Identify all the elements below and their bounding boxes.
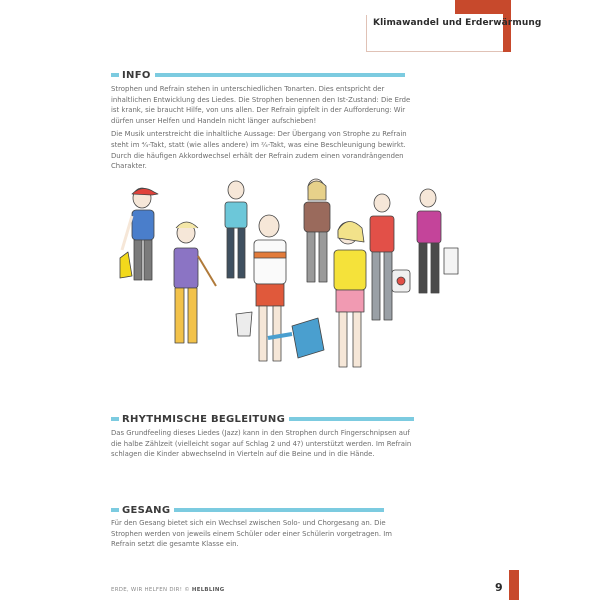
- footer-text: ERDE, WIR HELFEN DIR! ©: [111, 587, 192, 593]
- child-figure: [174, 222, 216, 343]
- paragraph: Strophen und Refrain stehen in unterschiedlichen Tonarten. Dies entspricht der inhaltlichen Entwicklung des Liedes. Die Strophen benennen den Ist-Zustand: Die Erde ist krank, sie braucht Hilfe, von uns allen. Der Refrain gipfelt in der Aufforderung: Wir dürfen unser Helfen und Handeln nicht länger aufschieben!: [111, 85, 411, 125]
- heading-stub: [111, 73, 119, 77]
- section-heading-rhythm: [111, 413, 414, 425]
- section-heading-gesang: [111, 504, 384, 516]
- child-figure: [120, 188, 158, 280]
- paragraph: Für den Gesang bietet sich ein Wechsel zwischen Solo- und Chorgesang an. Die Strophen werden von jeweils einem Schüler oder einer Schülerin vorgetragen. Im Refrain setzt die gesamte Klasse ein.: [111, 519, 392, 549]
- section-title: GESANG: [122, 504, 171, 516]
- child-figure: [417, 189, 458, 293]
- footer: [111, 587, 224, 593]
- section-heading-info: [111, 69, 405, 81]
- section-title: RHYTHMISCHE BEGLEITUNG: [122, 413, 286, 425]
- header-accent-bar: [455, 0, 505, 14]
- heading-stub: [111, 417, 119, 421]
- page-accent-bar: [509, 570, 519, 600]
- section-title: INFO: [122, 69, 151, 81]
- paragraph: Das Grundfeeling dieses Liedes (Jazz) kann in den Strophen durch Fingerschnipsen auf die halbe Zählzeit (vielleicht sogar auf Schlag 2 und 4?) unterstützt werden. Im Refrain schlagen die Kinder abwechselnd in Vierteln auf die Beine und in die Hände.: [111, 429, 412, 459]
- page-number: 9: [495, 581, 503, 594]
- info-text: [111, 84, 416, 175]
- publisher-brand: HELBLING: [191, 587, 225, 593]
- heading-rule: [289, 417, 414, 421]
- heading-rule: [155, 73, 405, 77]
- child-figure: [370, 194, 410, 320]
- heading-rule: [174, 508, 384, 512]
- chapter-title: Klimawandel und Erderwärmung: [373, 18, 542, 28]
- child-figure: [225, 181, 247, 278]
- child-figure: [304, 179, 330, 282]
- rhythm-text: [111, 428, 416, 463]
- heading-stub: [111, 508, 119, 512]
- paragraph: Die Musik unterstreicht die inhaltliche Aussage: Der Übergang von Strophe zu Refrain steht im ⁴⁄₄-Takt, statt (wie alles andere) im ²⁄₄-Takt, was eine Beschleunigung bewirkt. Durch die häufigen Akkordwechsel erhält der Refrain zudem einen vorandrängenden Charakter.: [111, 130, 407, 171]
- children-illustration: [112, 178, 462, 383]
- gesang-text: [111, 518, 416, 553]
